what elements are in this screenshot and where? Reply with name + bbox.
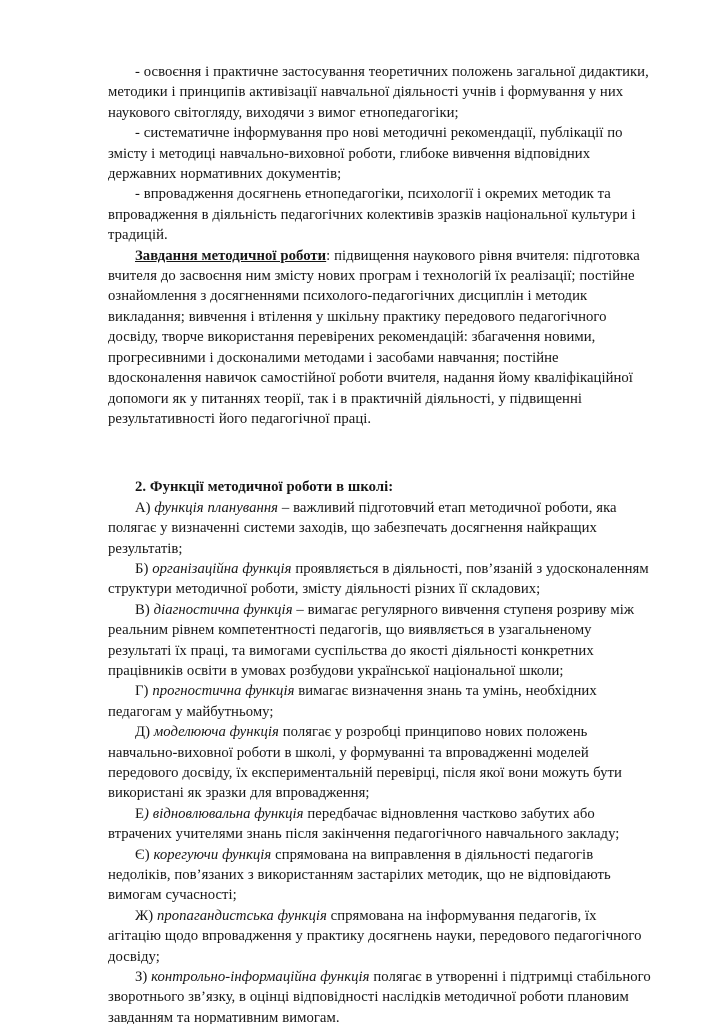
text-run-normal: Ж) — [135, 907, 157, 924]
text-run-italic: ) відновлювальна функція — [144, 805, 304, 822]
document-text-body — [108, 62, 653, 1024]
text-run-normal: - впровадження досягнень етнопедагогіки, психології і окремих методик та впровадження в діяльність педагогічних колективів зразків національної культури і традицій. — [108, 186, 636, 244]
text-run-normal: В) — [135, 601, 154, 618]
text-run-normal: проявляється в діяльності, пов’язаній з удосконаленням структури методичної роботи, змісту діяльності різних її складових; — [108, 560, 649, 598]
text-run-italic: діагностична функція — [153, 601, 293, 618]
text-run-normal: - освоєння і практичне застосування теоретичних положень загальної дидактики, методики і принципів активізації навчальної діяльності учнів і формування у них наукового світогляду, виходячи з вимог етнопедагогіки; — [108, 64, 649, 121]
text-run-italic: прогностична функція — [152, 683, 295, 700]
text-run-normal: А) — [135, 499, 155, 516]
text-run-normal: передбачає відновлення частково забутих або втрачених учителями знань після закінчення педагогічного навчального закладу; — [108, 805, 620, 843]
paragraph-modelyuyucha-funkciya — [108, 722, 653, 804]
paragraph-prognostychna-funkciya — [108, 681, 653, 722]
text-run-normal: – важливий підготовчий етап методичної роботи, яка полягає у визначенні системи заходів, що забезпечать досягнення найкращих результатів; — [108, 499, 617, 557]
text-run-normal: Е — [135, 805, 145, 822]
paragraph-section-heading-2 — [108, 477, 653, 497]
paragraph-bullet-vprovadzhennya — [108, 184, 653, 245]
text-run-normal: Д) — [135, 724, 154, 741]
text-run-normal: полягає у розробці принципово нових положень навчально-виховної роботи в школі, у формуванні та впровадженні моделей передового досвіду, їх експериментальній перевірці, після якої вони можуть бути використані як зразки для впровадження; — [108, 724, 622, 802]
text-run-normal: З) — [135, 969, 152, 986]
text-run-normal: полягає в утворенні і підтримці стабільного зворотнього зв’язку, в оцінці відповідності наслідків методичної роботи плановим завданням та нормативним вимогам. — [108, 969, 651, 1024]
text-run-italic: пропагандистська функція — [156, 907, 327, 924]
text-run-italic: моделююча функція — [153, 724, 279, 741]
paragraph-kontrolno-informaciyna-funkciya — [108, 967, 653, 1024]
section-spacer — [108, 429, 653, 477]
paragraph-vidnovlyuvalna-funkciya — [108, 804, 653, 845]
text-run-italic: організаційна функція — [152, 560, 292, 577]
paragraph-organizaciyna-funkciya — [108, 559, 653, 600]
text-run-normal: Г) — [135, 683, 153, 700]
text-run-normal: – вимагає регулярного вивчення ступеня розриву між реальним рівнем компетентності педагогів, що виявляється в узагальненому результаті їх праці, та вимогами суспільства до якості діяльності конкретних працівників освіти в умовах розбудови української національної школи; — [108, 601, 635, 679]
text-run-bold-underline: Завдання методичної роботи — [135, 247, 327, 264]
text-run-bold: 2. Функції методичної роботи в школі: — [135, 479, 394, 496]
text-run-italic: контрольно-інформаційна функція — [151, 969, 370, 986]
paragraph-diagnostychna-funkciya — [108, 600, 653, 682]
text-run-normal: : підвищення наукового рівня вчителя: підготовка вчителя до засвоєння ним змісту нових програм і технологій їх реалізації; постійне ознайомлення з досягненнями психолого-педагогічних дисциплін і методик викладання; вивчення і втілення у шкільну практику передового педагогічного досвіду, творче використання перевірених рекомендацій: збагачення новими, прогресивними і досконалими методами і засобами навчання; постійне вдосконалення навичок самостійної роботи вчителя, надання йому кваліфікаційної допомоги як у питаннях теорії, так і в практичній діяльності, у підвищенні результативності його педагогічної праці. — [108, 247, 640, 427]
paragraph-koreguyuchi-funkciya — [108, 845, 653, 906]
text-run-normal: - систематичне інформування про нові методичні рекомендації, публікації по змісту і методиці навчально-виховної роботи, глибоке вивчення відповідних державних нормативних документів; — [108, 125, 623, 183]
text-run-italic: корегуючи функція — [153, 846, 272, 863]
text-run-italic: функція планування — [154, 499, 279, 516]
text-run-normal: спрямована на виправлення в діяльності педагогів недоліків, пов’язаних з використанням застарілих методик, що не відповідають вимогам сучасності; — [108, 846, 611, 904]
text-run-normal: Є) — [135, 846, 154, 863]
text-run-normal: Б) — [135, 560, 153, 577]
paragraph-bullet-systematychne — [108, 123, 653, 184]
text-run-normal: спрямована на інформування педагогів, їх агітацію щодо впровадження у практику досягнень науки, передового педагогічного досвіду; — [108, 907, 642, 965]
paragraph-zavdannya-metodychnoyi-roboty — [108, 246, 653, 430]
paragraph-bullet-osvoennya — [108, 62, 653, 123]
text-run-normal: вимагає визначення знань та умінь, необхідних педагогам у майбутньому; — [108, 683, 597, 720]
paragraph-funkciya-planuvannya — [108, 498, 653, 559]
paragraph-propagandystska-funkciya — [108, 906, 653, 967]
